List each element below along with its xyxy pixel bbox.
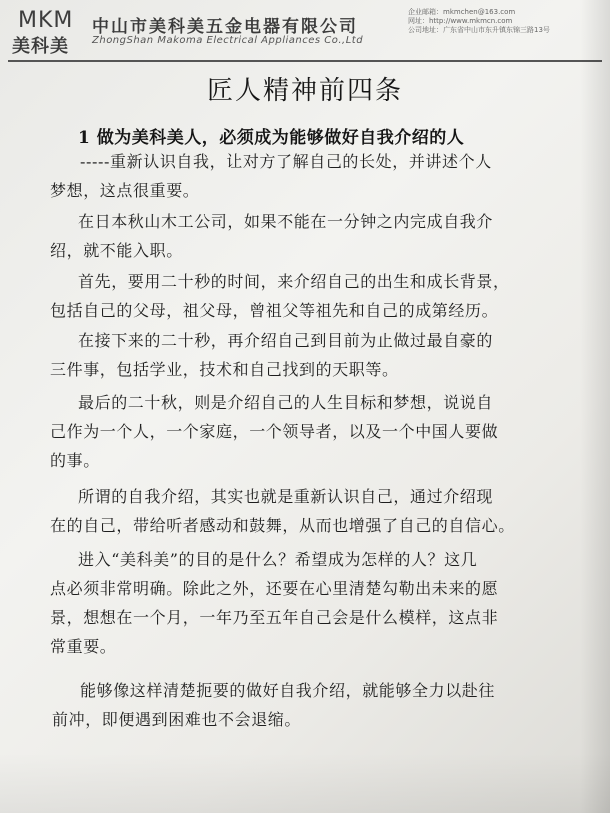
paragraph-line: 前冲，即便遇到困难也不会退缩。 — [52, 710, 302, 729]
paragraph-line: 常重要。 — [50, 637, 117, 656]
paragraph-4 — [50, 326, 494, 384]
paragraph-5 — [50, 388, 499, 475]
paragraph-6 — [50, 482, 515, 540]
paragraph-line: 所谓的自我介绍，其实也就是重新认识自己，通过介绍现 — [78, 487, 494, 506]
paragraph-line: 最后的二十秋，则是介绍自己的人生目标和梦想，说说自 — [78, 393, 494, 412]
paragraph-8 — [52, 676, 496, 734]
paragraph-line: 在接下来的二十秒，再介绍自己到目前为止做过最自豪的 — [78, 331, 494, 350]
paragraph-line: 己作为一个人，一个家庭，一个领导者，以及一个中国人要做 — [50, 422, 499, 441]
paragraph-line: 三件事，包括学业，技术和自己找到的天职等。 — [50, 360, 399, 379]
paragraph-7 — [50, 545, 499, 661]
contact-info — [408, 8, 550, 35]
paragraph-line: 在的自己，带给听者感动和鼓舞，从而也增强了自己的自信心。 — [50, 516, 515, 535]
paragraph-3 — [50, 267, 510, 325]
contact-website: 网址：http://www.mkmcn.com — [408, 17, 513, 25]
letterhead — [0, 0, 610, 62]
paragraph-line: 包括自己的父母，祖父母，曾祖父等祖先和自己的成第经历。 — [50, 301, 499, 320]
section-heading: 1 做为美科美人，必须成为能够做好自我介绍的人 — [78, 128, 465, 148]
company-logo-mark: MKM — [18, 8, 74, 33]
paragraph-line: 进入“美科美”的目的是什么？希望成为怎样的人？这几 — [78, 550, 478, 569]
paragraph-line: 的事。 — [50, 451, 100, 470]
contact-email: 企业邮箱：mkmchen@163.com — [408, 8, 516, 16]
paragraph-line: 梦想，这点很重要。 — [50, 181, 200, 200]
contact-address: 公司地址：广东省中山市东升镇东锦三路13号 — [408, 26, 550, 34]
paragraph-2 — [50, 207, 494, 265]
company-name-en: ZhongShan Makoma Electrical Appliances Co.,Ltd — [92, 35, 364, 46]
page-shadow-right — [580, 0, 610, 813]
paragraph-line: 在日本秋山木工公司，如果不能在一分钟之内完成自我介 — [78, 212, 494, 231]
document-title: 匠人精神前四条 — [206, 76, 403, 106]
page-shadow-bottom — [0, 753, 610, 813]
paragraph-line: 绍，就不能入职。 — [50, 241, 183, 260]
company-name-cn: 中山市美科美五金电器有限公司 — [92, 17, 358, 37]
paragraph-1 — [50, 147, 492, 205]
paragraph-line: 点必须非常明确。除此之外，还要在心里清楚勾勒出未来的愿 — [50, 579, 499, 598]
header-divider — [8, 60, 602, 62]
paragraph-line: -----重新认识自我，让对方了解自己的长处，并讲述个人 — [80, 152, 492, 171]
paragraph-line: 首先，要用二十秒的时间，来介绍自己的出生和成长背景， — [78, 272, 510, 291]
paragraph-line: 景，想想在一个月，一年乃至五年自己会是什么模样，这点非 — [50, 608, 499, 627]
paragraph-line: 能够像这样清楚扼要的做好自我介绍，就能够全力以赴往 — [80, 681, 496, 700]
company-logo-text: 美科美 — [12, 36, 69, 57]
